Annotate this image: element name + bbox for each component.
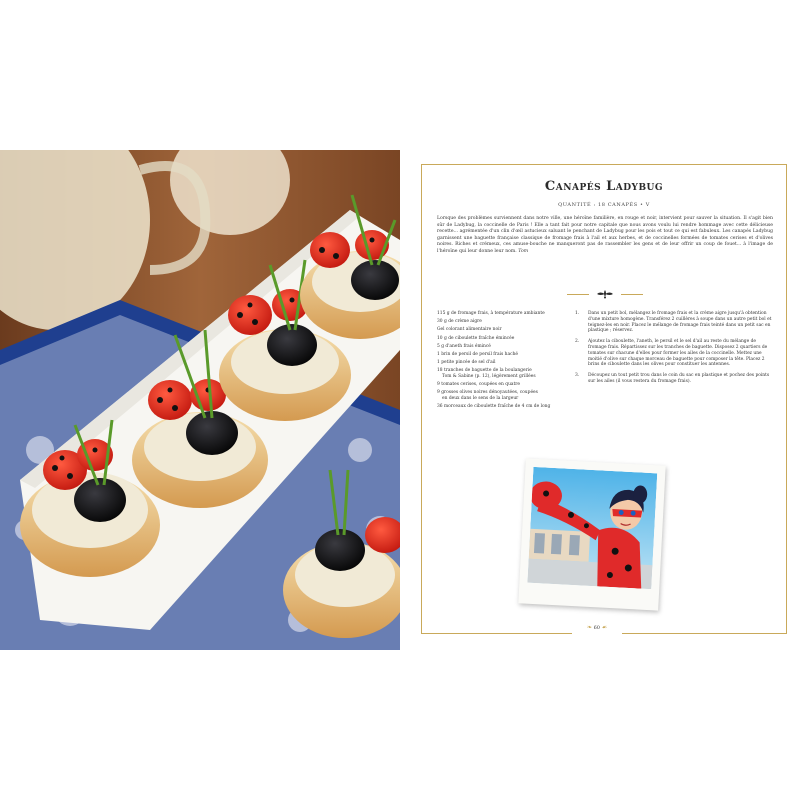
fleur-ornament-icon [592,289,618,299]
step-text: Dans un petit bol, mélangez le fromage frais et la crème aigre jusqu'à obtention d'une mixture homogène. Transférez 2 cuillères à soupe dans un autre petit bol et teignez-les en noir. Placez le mélange de fromage frais teinté dans un petit sac en plastique ; réservez. [588,311,772,334]
steps-list [575,311,775,390]
ornament-line-left [567,294,589,295]
ingredient-item: 5 g d'aneth frais émincé [437,343,491,349]
page-number [572,624,622,636]
ladybug-illustration [527,467,657,589]
step-text: Découpez un tout petit trou dans le coin du sac en plastique et pochez des points sur les ailes (il vous restera du fromage frais). [588,373,770,384]
leaf-deco-icon: ❧ [587,624,593,631]
ingredient-item: 36 morceaux de ciboulette fraîche de 4 cm de long [437,404,551,410]
page-number-text: 60 [593,625,600,631]
ladybug-polaroid [518,458,665,610]
ingredient-line: 9 grosses olives noires dénoyautées, coupées [437,390,538,396]
ingredient-item: 10 g de ciboulette fraîche émincée [437,335,515,341]
recipe-title: Canapés Ladybug [544,179,664,194]
step-item [575,373,775,385]
recipe-yield: QUANTITÉ : 18 CANAPÉS • V [558,202,650,208]
canapes-photo [0,150,400,650]
ingredient-line: Tom & Sabine (p. 12), légèrement grillées [442,373,536,379]
ornament-line-right [621,294,643,295]
ingredient-item: 1 petite pincée de sel d'ail [437,360,496,366]
ingredients-list [437,311,580,412]
ingredient-line: en deux dans le sens de la largeur [442,395,519,401]
step-item [575,311,775,334]
intro-text: Lorsque des problèmes surviennent dans notre ville, une héroïne familière, en rouge et noir, intervient pour sauver la situation. Il s'agit bien sûr de Ladybug, la coccinelle de Paris ! Elle a tant fait pour notre capitale que nous avons voulu lui rendre hommage avec cette délicieuse recette... agrémentée d'un clin d'œil astucieux saluant le penchant de Ladybug pour les pois et tout ce qui est fabuleux. Les canapés Ladybug garnissent une baguette française classique de fromage frais à l'ail et aux herbes, et de coccinelles formées de tomates cerises et d'olives noires. Riches et crémeux, ces amuse-bouche ne manqueront pas de rassembler les gens et de leur offrir un coup de fouet... à l'image de l'héroïne qui leur donne leur nom. [437,216,773,254]
ingredient-item: Gel colorant alimentaire noir [437,327,502,333]
ingredient-item: 9 tomates cerises, coupées en quatre [437,382,520,388]
step-text: Ajoutez la ciboulette, l'aneth, le persil et le sel d'ail au reste du mélange de fromage frais. Répartissez sur les tranches de baguette. Disposez 2 quartiers de tomates sur chacune d'elles pour former les ailes de la coccinelle. Mettez une moitié d'olive sur chaque morceau de baguette pour composer la tête. Placez 2 brins de ciboulette dans les olives pour constituer les antennes. [588,339,768,368]
step-number: 2. [575,339,580,345]
intro-signature: Tom [518,248,529,254]
leaf-deco-icon: ☙ [601,624,607,631]
ingredient-item [437,390,577,401]
ingredient-item: 30 g de crème aigre [437,319,482,325]
step-number: 3. [575,373,580,379]
recipe-intro [437,216,773,256]
ingredient-item: 115 g de fromage frais, à température ambiante [437,311,545,316]
ingredient-item: 1 brin de persil de persil frais haché [437,351,518,357]
canapes-photo-illustration [0,150,400,650]
ladybug-picture [527,467,657,589]
ingredient-item [437,368,580,379]
step-item [575,339,775,368]
step-number: 1. [575,311,580,316]
ingredient-line: 18 tranches de baguette de la boulangerie [437,368,532,374]
